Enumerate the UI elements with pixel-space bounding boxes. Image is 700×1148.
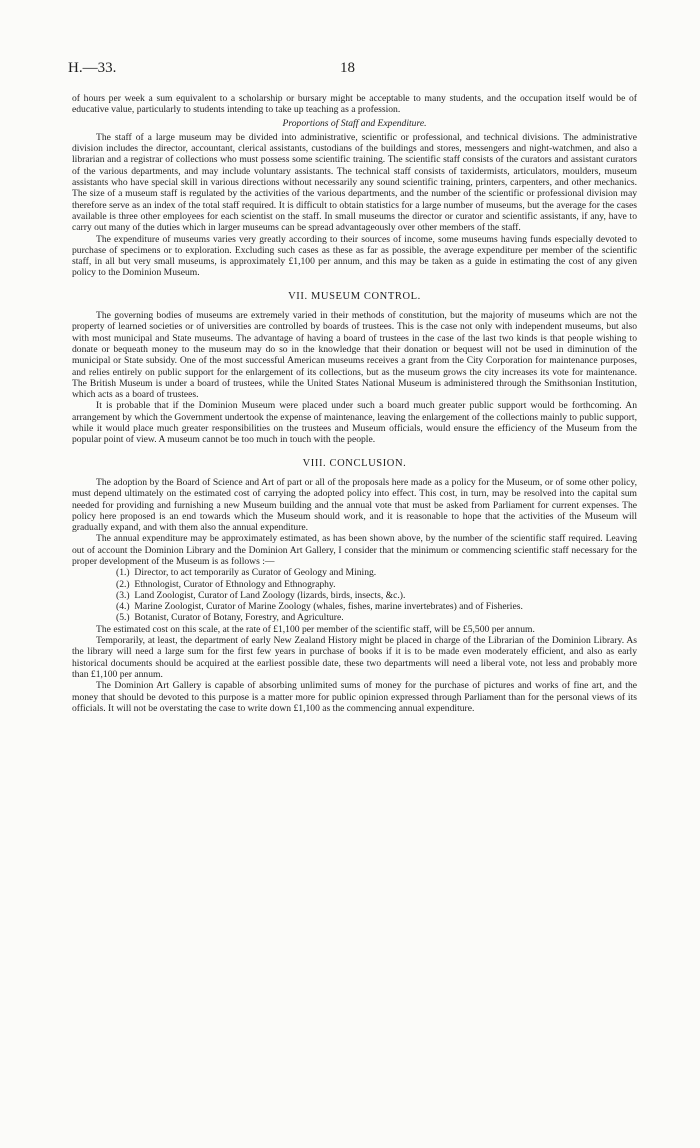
list-item	[72, 567, 637, 578]
list-item-number: (5.)	[116, 612, 130, 624]
staff-list	[72, 567, 637, 623]
list-item-number: (3.)	[116, 589, 130, 601]
list-item	[72, 601, 637, 612]
list-item	[72, 590, 637, 601]
paragraph: The estimated cost on this scale, at the rate of £1,100 per member of the scientific staff, will be £5,500 per annum.	[96, 623, 535, 635]
list-item-number: (4.)	[116, 601, 130, 613]
list-item-text: Ethnologist, Curator of Ethnology and Ethnography.	[134, 578, 336, 590]
paragraph: The staff of a large museum may be divided into administrative, scientific or professional, and technical divisions. The administrative division includes the director, accountant, clerical assistants, custodians of the buildings and stores, messengers and night-watchmen, and also a librarian and a registrar of collections who must possess some scientific training. The scientific staff consists of the curators and assistant curators of the various departments, and may include voluntary assistants. The technical staff consists of taxidermists, articulators, moulders, museum assistants who have special skill in various directions without necessarily any sound scientific training, printers, carpenters, and other mechanics. The size of a museum staff is regulated by the activities of the various departments, and the number of the scientific or professional division may therefore serve as an index of the total staff required. It is difficult to obtain statistics for a large number of museums, but the average for the cases available is three other employees for each scientist on the staff. In small museums the director or curator and scientific assistants, if any, have to carry out many of the duties which in larger museums can be spread advantageously over other members of the staff.	[72, 131, 637, 234]
paragraph: of hours per week a sum equivalent to a scholarship or bursary might be acceptable to many students, and the occupation itself would be of educative value, particularly to students intending to take up teaching as a profession.	[72, 93, 637, 116]
list-item-text: Botanist, Curator of Botany, Forestry, and Agriculture.	[134, 612, 344, 624]
list-item-number: (1.)	[116, 567, 130, 579]
list-item-number: (2.)	[116, 578, 130, 590]
section-heading: VIII. CONCLUSION.	[302, 457, 407, 469]
paragraph: It is probable that if the Dominion Museum were placed under such a board much greater public support would be forthcoming. An arrangement by which the Government undertook the expense of maintenance, leaving the enlargement of the collections mainly to public support, while it would place much greater responsibilities on the trustees and Museum officials, would ensure the efficiency of the Museum from the popular point of view. A museum cannot be too much in touch with the people.	[72, 400, 637, 446]
document-reference: H.—33.	[68, 60, 117, 76]
paragraph: The governing bodies of museums are extremely varied in their methods of constitution, but the majority of museums which are not the property of learned societies or of universities are controlled by boards of trustees. This is the case not only with independent museums, but also with most municipal and State museums. The advantage of having a board of trustees in the case of the last two kinds is that people wishing to donate or bequeath money to the museum may do so in the knowledge that their donation or bequest will not be used in diminution of the municipal or State subsidy. One of the most successful American museums receives a grant from the City Corporation for maintenance purposes, and relies entirely on public support for the enlargement of its collections, but as the museum grows the city increases its vote for maintenance. The British Museum is under a board of trustees, while the United States National Museum is administered through the Smithsonian Institution, which acts as a board of trustees.	[72, 310, 637, 401]
paragraph: The Dominion Art Gallery is capable of absorbing unlimited sums of money for the purchase of pictures and works of fine art, and the money that should be devoted to this purpose is a matter more for public opinion expressed through Parliament than for the personal views of its officials. It will not be overstating the case to write down £1,100 as the commencing annual expenditure.	[72, 680, 637, 714]
list-item-text: Director, to act temporarily as Curator of Geology and Mining.	[134, 567, 377, 579]
page-number: 18	[340, 60, 355, 76]
document-body	[72, 93, 637, 714]
paragraph: The expenditure of museums varies very greatly according to their sources of income, some museums having funds especially devoted to purchase of specimens or to exploration. Excluding such cases as these as far as possible, the average expenditure per member of the scientific staff, in all but very small museums, is approximately £1,100 per annum, and this may be taken as a guide in estimating the cost of any given policy to the Dominion Museum.	[72, 233, 637, 279]
list-item	[72, 579, 637, 590]
subsection-heading: Proportions of Staff and Expenditure.	[282, 117, 427, 129]
list-item	[72, 612, 637, 623]
paragraph: The annual expenditure may be approximately estimated, as has been shown above, by the number of the scientific staff required. Leaving out of account the Dominion Library and the Dominion Art Gallery, I consider that the minimum or commencing scientific staff necessary for the proper development of the Museum is as follows :—	[72, 533, 637, 567]
paragraph: Temporarily, at least, the department of early New Zealand History might be placed in charge of the Librarian of the Dominion Library. As the library will need a large sum for the first few years in purchase of books if it is to be made even moderately efficient, and also as early historical documents should be acquired at the earliest possible date, these two departments will need a liberal vote, not less and probably more than £1,100 per annum.	[72, 635, 637, 680]
section-heading: VII. MUSEUM CONTROL.	[288, 290, 421, 302]
list-item-text: Land Zoologist, Curator of Land Zoology (lizards, birds, insects, &c.).	[134, 589, 406, 601]
list-item-text: Marine Zoologist, Curator of Marine Zoology (whales, fishes, marine invertebrates) and of Fisheries.	[134, 601, 523, 613]
page-header	[68, 60, 632, 80]
paragraph: The adoption by the Board of Science and Art of part or all of the proposals here made as a policy for the Museum, or of some other policy, must depend ultimately on the estimated cost of carrying the adopted policy into effect. This cost, in turn, may be resolved into the capital sum needed for providing and furnishing a new Museum building and the annual vote that must be asked from Parliament for current expenses. The policy here proposed is an end towards which the Museum should work, and it is reasonable to hope that the activities of the Museum will gradually expand, and with them also the annual expenditure.	[72, 476, 637, 534]
